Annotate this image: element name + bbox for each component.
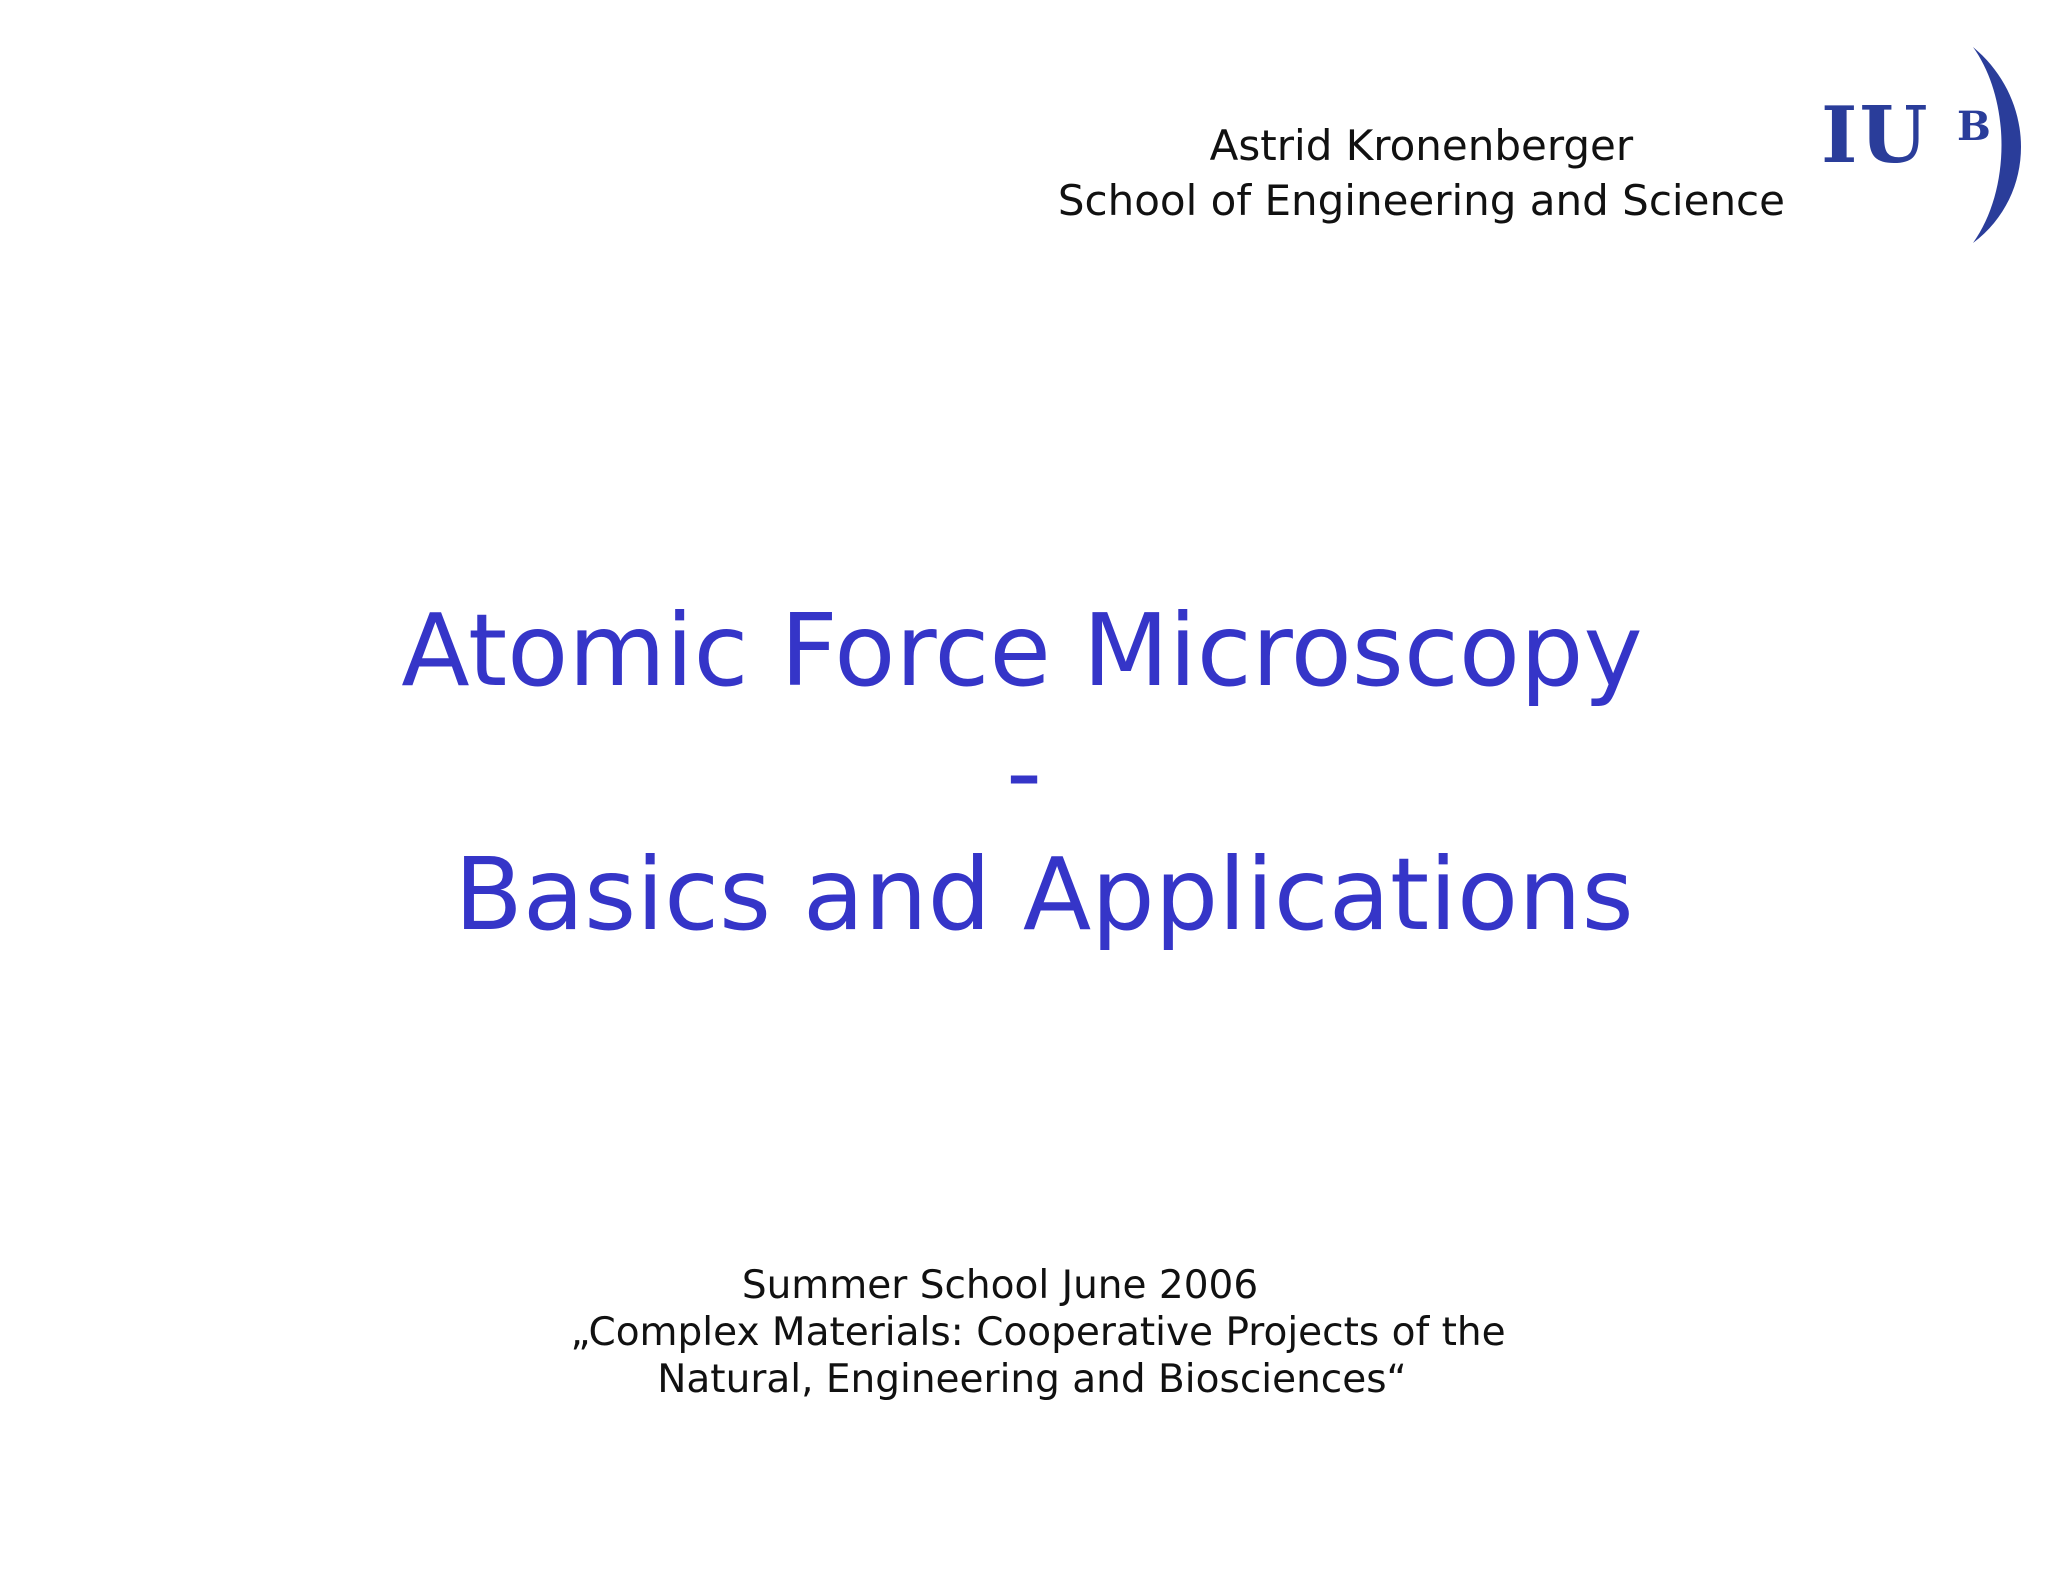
title-line-3: Basics and Applications [454,836,1634,953]
slide-title [0,590,2048,956]
iub-logo [1815,45,2025,245]
logo-arc-icon [1815,45,2025,245]
institution-name: School of Engineering and Science [1057,176,1785,225]
footer-block [0,1262,2048,1403]
event-subtitle-line-1: „Complex Materials: Cooperative Projects of the [570,1310,1506,1355]
event-name: Summer School June 2006 [741,1263,1259,1308]
logo-superscript: B [1957,103,1991,150]
author-block [1058,118,1785,228]
event-subtitle-line-2: Natural, Engineering and Biosciences“ [657,1357,1407,1402]
title-separator: - [1005,714,1043,831]
title-line-1: Atomic Force Microscopy [401,592,1643,709]
logo-text: IU [1821,90,1930,181]
author-name: Astrid Kronenberger [1209,121,1634,170]
